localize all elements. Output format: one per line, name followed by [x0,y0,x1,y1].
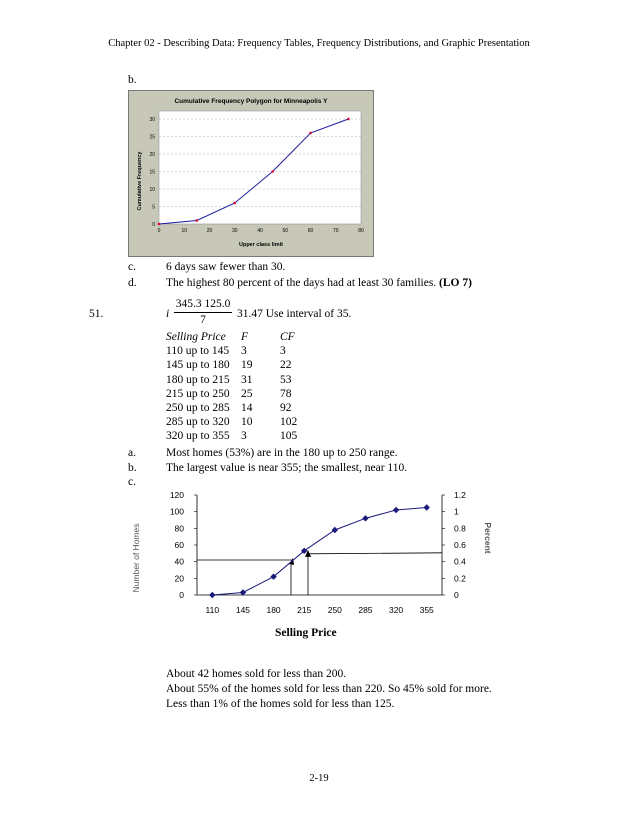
chart2-left-tick-label: 40 [174,556,184,567]
chart1-y-tick-label: 25 [149,134,155,141]
chart1-x-tick-label: 40 [257,228,263,234]
header-f: F [241,331,249,343]
chart1-y-tick-label: 15 [149,169,155,176]
header-cf: CF [280,331,295,343]
cell-f: 14 [241,402,253,415]
chart2-data-point [362,515,368,521]
part-d-text: The highest 80 percent of the days had at least 30 families. [166,277,437,289]
chart2-annotation-line [308,553,442,554]
table-row [166,429,320,443]
chart1-x-tick-label: 50 [282,228,289,234]
chart2-left-tick-label: 100 [169,506,184,517]
cumulative-frequency-chart [128,90,374,257]
chart1-x-tick-label: 30 [231,228,238,234]
chart1-x-axis-label: Upper class limit [238,242,284,248]
fraction-bar [174,312,232,313]
chart2-x-tick-label: 355 [419,605,434,615]
cell-class: 180 up to 215 [166,373,230,386]
problem-number: 51. [89,308,104,320]
chart2-left-tick-label: 80 [174,523,184,534]
cell-cf: 92 [280,402,292,415]
chart1-data-point [158,223,160,225]
chart2-x-tick-label: 250 [327,605,342,615]
chart2-x-tick-label: 145 [235,605,251,615]
chart2-left-tick-label: 0 [179,590,184,600]
cell-cf: 78 [280,387,292,400]
cell-class: 285 up to 320 [166,416,230,429]
chart2-right-tick-label: 0 [454,590,459,600]
chart1-title: Cumulative Frequency Polygon for Minneapolis Y [174,98,328,105]
chart2-right-tick-label: 0.2 [454,573,466,584]
cell-f: 31 [241,373,253,386]
chart1-x-tick-label: 20 [206,228,213,234]
chart1-y-tick-label: 10 [149,187,155,193]
formula-i: i [166,308,170,320]
chart2-x-axis-label: Selling Price [275,627,337,639]
answer-a-text: Most homes (53%) are in the 180 up to 250 range. [166,447,398,459]
chart1-y-tick-label: 20 [149,152,155,158]
cell-class: 250 up to 285 [166,402,230,415]
cell-cf: 22 [280,359,292,372]
chart1-data-point [196,219,198,221]
chart1-y-tick-label: 30 [149,117,155,123]
chart2-x-tick-label: 215 [297,605,312,615]
part-d-label: d. [128,277,137,289]
chart1-x-tick-label: 10 [181,228,188,234]
chart1-y-tick-label: 0 [152,222,155,228]
chart2-left-tick-label: 120 [169,490,184,500]
chart2-right-tick-label: 0.8 [454,523,466,534]
ogive-svg [120,486,510,646]
chart2-data-point [393,507,399,513]
table-header-row [166,330,320,344]
chart1-x-tick-label: 0 [157,228,161,234]
answer-b-label: b. [128,462,137,474]
formula-result: 31.47 Use interval of 35. [237,308,352,320]
part-c-label: c. [128,261,136,273]
chart2-x-tick-label: 110 [205,605,220,615]
cell-cf: 53 [280,373,292,386]
chart1-x-tick-label: 70 [332,228,339,234]
chart2-x-tick-label: 320 [388,605,404,615]
chart2-data-point [332,527,338,533]
cell-class: 110 up to 145 [166,345,230,358]
cell-cf: 3 [280,345,286,358]
chart1-data-point [347,118,349,120]
chart2-right-tick-label: 0.4 [454,556,466,567]
cell-class: 215 up to 250 [166,387,230,400]
table-row [166,358,320,372]
chart1-y-axis-label: Cumulative Frequency [137,151,143,211]
header-selling-price: Selling Price [166,331,226,343]
chart1-data-point [234,202,236,204]
cell-f: 3 [241,345,247,358]
chart2-left-tick-label: 20 [174,573,184,584]
chart1-x-tick-label: 60 [307,228,314,234]
cell-cf: 105 [280,430,298,443]
frequency-table [166,330,320,444]
part-c-text: 6 days saw fewer than 30. [166,261,286,273]
cell-cf: 102 [280,416,298,429]
chart2-data-point [423,504,429,510]
formula-denominator: 7 [200,314,206,326]
chart2-left-axis-label: Number of Homes [131,523,141,593]
conclusion-1: About 42 homes sold for less than 200. [166,668,347,680]
cell-f: 10 [241,416,253,429]
chart2-right-axis-label: Percent [483,522,493,554]
table-row [166,401,320,415]
page-header: Chapter 02 - Describing Data: Frequency Tables, Frequency Distributions, and Graphic Presentation [108,38,530,49]
table-row [166,387,320,401]
answer-c-label: c. [128,476,136,488]
chart2-x-tick-label: 285 [358,605,373,615]
chart2-series-line [212,508,426,596]
table-row [166,415,320,429]
chart2-x-tick-label: 180 [266,605,281,615]
part-b-label: b. [128,74,137,86]
chart2-right-tick-label: 1 [454,506,459,517]
cell-f: 19 [241,359,253,372]
chart2-right-tick-label: 1.2 [454,490,466,500]
learning-objective: (LO 7) [439,277,472,289]
page-number: 2-19 [309,773,329,784]
conclusion-2: About 55% of the homes sold for less than 220. So 45% sold for more. [166,683,492,695]
answer-b-text: The largest value is near 355; the smallest, near 110. [166,462,408,474]
chart1-plot-area [159,111,361,224]
cell-f: 3 [241,430,247,443]
cumulative-frequency-svg [129,91,373,256]
chart1-y-tick-label: 5 [152,204,155,211]
selling-price-ogive-chart [120,486,510,646]
chart2-right-tick-label: 0.6 [454,540,466,550]
table-row [166,344,320,358]
chart2-left-tick-label: 60 [174,540,184,550]
chart1-data-point [309,132,311,134]
chart2-data-point [209,592,215,598]
answer-a-label: a. [128,447,136,459]
conclusion-3: Less than 1% of the homes sold for less than 125. [166,698,395,710]
formula-numerator: 345.3 125.0 [175,298,231,310]
cell-class: 320 up to 355 [166,430,230,443]
chart1-x-tick-label: 80 [358,228,364,234]
chart1-data-point [271,170,273,172]
table-row [166,373,320,387]
cell-f: 25 [241,387,253,400]
cell-class: 145 up to 180 [166,359,230,372]
